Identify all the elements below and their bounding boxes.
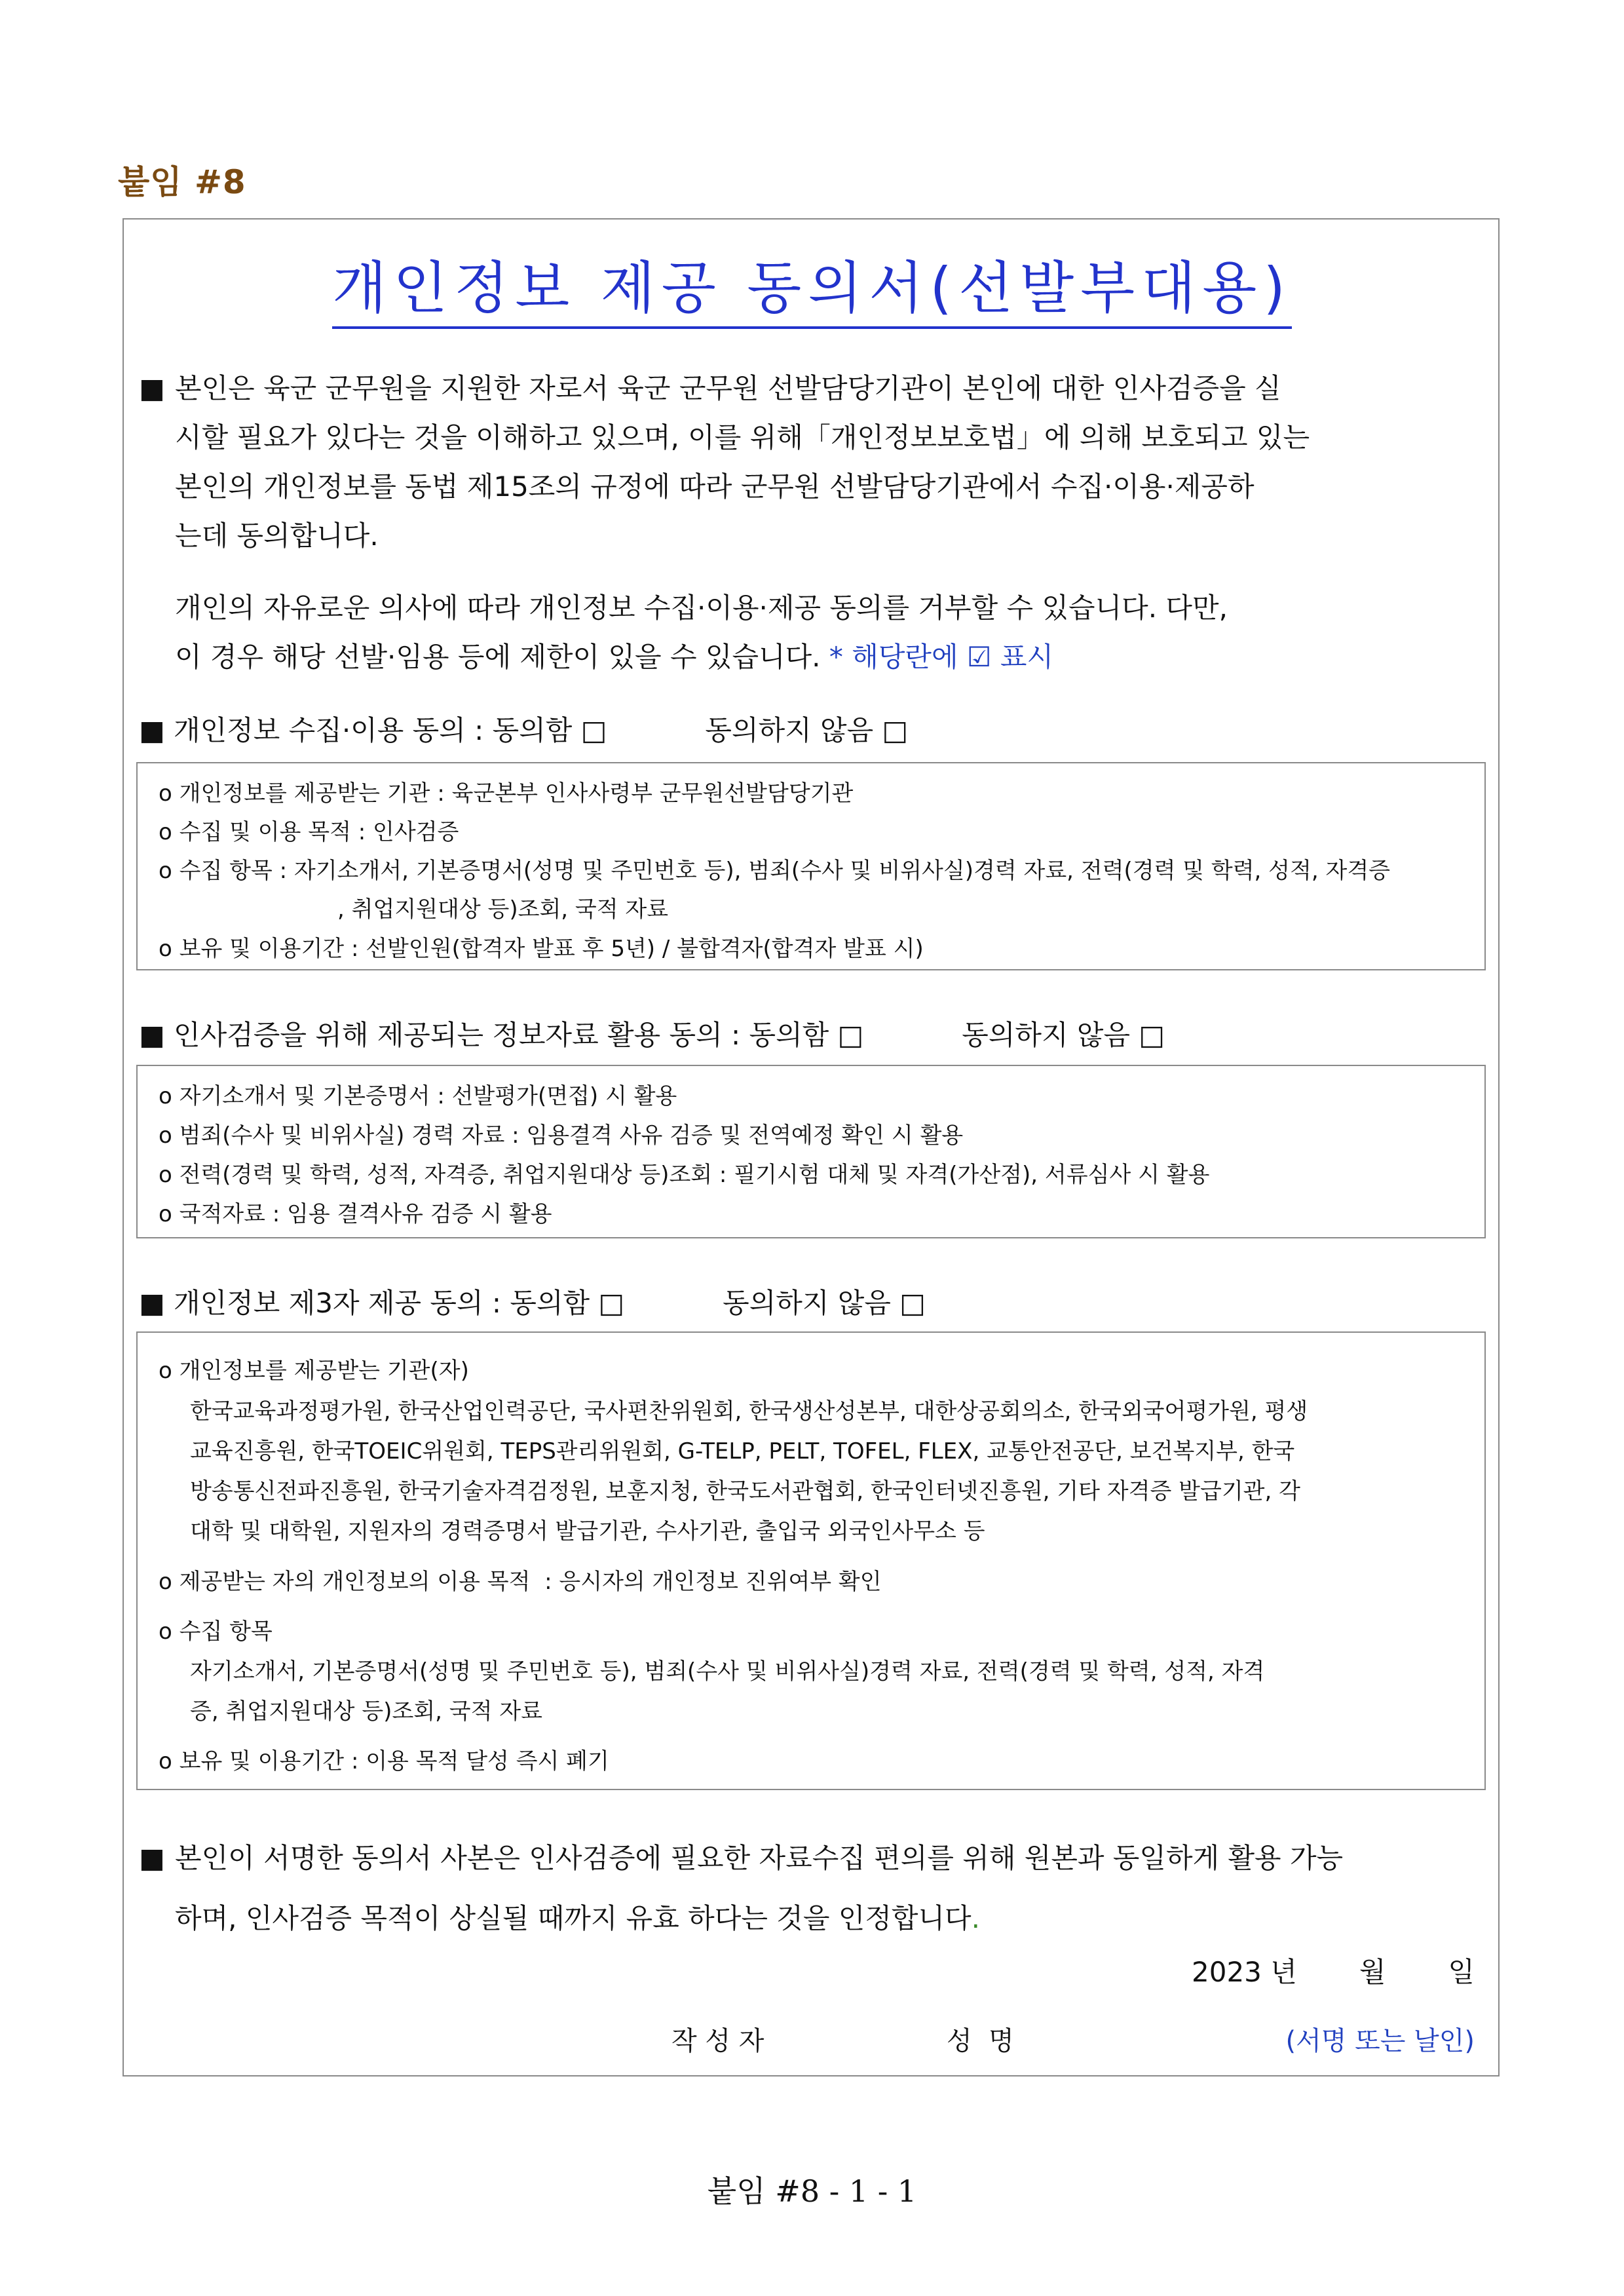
- section3-purpose: o 제공받는 자의 개인정보의 이용 목적 : 응시자의 개인정보 진위여부 확인: [159, 1569, 882, 1595]
- section3-recipients-line-1: 한국교육과정평가원, 한국산업인력공단, 국사편찬위원회, 한국생산성본부, 대한상공회의소, 한국외국어평가원, 평생: [190, 1398, 1308, 1425]
- attachment-label: 붙임 #8: [118, 163, 246, 201]
- section3-recipients-line-3: 방송통신전파진흥원, 한국기술자격검정원, 보훈지청, 한국도서관협회, 한국인터넷진흥원, 기타 자격증 발급기관, 각: [190, 1478, 1300, 1504]
- section3-recipients-line-2: 교육진흥원, 한국TOEIC위원회, TEPS관리위원회, G-TELP, PELT, TOFEL, FLEX, 교통안전공단, 보건복지부, 한국: [190, 1438, 1295, 1464]
- closing-paragraph: [139, 1828, 1488, 1949]
- section1-item-4: o 보유 및 이용기간 : 선발인원(합격자 발표 후 5년) / 불합격자(합격자 발표 시): [159, 936, 924, 962]
- section2-item-3: o 전력(경력 및 학력, 성적, 자격증, 취업지원대상 등)조회 : 필기시험 대체 및 자격(가산점), 서류심사 시 활용: [159, 1162, 1210, 1188]
- section2-disagree: 동의하지 않음 □: [962, 1019, 1165, 1051]
- intro-line-3: 본인의 개인정보를 동법 제15조의 규정에 따라 군무원 선발담당기관에서 수집·이용·제공하: [175, 470, 1255, 503]
- refusal-paragraph: [139, 583, 1488, 681]
- section3-heading: ■ 개인정보 제3자 제공 동의 : 동의함 □ 동의하지 않음 □: [139, 1287, 926, 1319]
- document-title: [0, 242, 1624, 324]
- section3-fields-line-1: 자기소개서, 기본증명서(성명 및 주민번호 등), 범죄(수사 및 비위사실)경력 자료, 전력(경력 및 학력, 성적, 자격: [190, 1658, 1265, 1685]
- date-year: 2023: [1192, 1956, 1262, 1988]
- section3-fields-label: o 수집 항목: [159, 1618, 273, 1645]
- section1-item-3-cont: , 취업지원대상 등)조회, 국적 자료: [337, 896, 669, 923]
- intro-line-2: 시할 필요가 있다는 것을 이해하고 있으며, 이를 위해「개인정보보호법」에 의해 보호되고 있는: [175, 421, 1310, 453]
- name-label: 성 명: [947, 2026, 1014, 2056]
- writer-label: 작 성 자: [671, 2026, 765, 2056]
- intro-line-1: ■ 본인은 육군 군무원을 지원한 자로서 육군 군무원 선발담당기관이 본인에 대한 인사검증을 실: [139, 364, 1488, 413]
- square-bullet-icon: ■: [139, 1842, 165, 1874]
- section2-heading: ■ 인사검증을 위해 제공되는 정보자료 활용 동의 : 동의함 □ 동의하지 않음 □: [139, 1019, 1165, 1051]
- page-footer: 붙임 #8 - 1 - 1: [707, 2173, 917, 2209]
- section3-disagree: 동의하지 않음 □: [723, 1287, 926, 1319]
- section3-recipients-label: o 개인정보를 제공받는 기관(자): [159, 1358, 469, 1384]
- square-bullet-icon: ■: [139, 372, 165, 404]
- closing-line-2: 하며, 인사검증 목적이 상실될 때까지 유효 하다는 것을 인정합니다.: [175, 1902, 980, 1934]
- section3-recipients-line-4: 대학 및 대학원, 지원자의 경력증명서 발급기관, 수사기관, 출입국 외국인사무소 등: [190, 1518, 985, 1544]
- section2-item-1: o 자기소개서 및 기본증명서 : 선발평가(면접) 시 활용: [159, 1083, 677, 1109]
- section3-box: [136, 1331, 1486, 1790]
- section1-box: [136, 762, 1486, 970]
- section1-item-3: o 수집 항목 : 자기소개서, 기본증명서(성명 및 주민번호 등), 범죄(수사 및 비위사실)경력 자료, 전력(경력 및 학력, 성적, 자격증: [159, 858, 1391, 884]
- refusal-line-1: 개인의 자유로운 의사에 따라 개인정보 수집·이용·제공 동의를 거부할 수 있습니다. 다만,: [175, 592, 1228, 624]
- section1-item-2: o 수집 및 이용 목적 : 인사검증: [159, 819, 459, 845]
- section1-disagree: 동의하지 않음 □: [705, 714, 909, 746]
- section2-item-2: o 범죄(수사 및 비위사실) 경력 자료 : 임용결격 사유 검증 및 전역예정 확인 시 활용: [159, 1122, 964, 1149]
- sign-field[interactable]: (서명 또는 날인): [1285, 2026, 1475, 2056]
- document-title-text: 개인정보 제공 동의서(선발부대용): [332, 256, 1292, 329]
- refusal-line-2: 이 경우 해당 선발·임용 등에 제한이 있을 수 있습니다. * 해당란에 ☑ 표시: [175, 641, 1054, 673]
- date-line: 2023 년 월 일: [1192, 1956, 1475, 1988]
- section2-item-4: o 국적자료 : 임용 결격사유 검증 시 활용: [159, 1201, 552, 1227]
- check-note: * 해당란에 ☑ 표시: [829, 641, 1054, 673]
- section2-box: [136, 1065, 1486, 1238]
- section3-retention: o 보유 및 이용기간 : 이용 목적 달성 즉시 폐기: [159, 1748, 609, 1774]
- section3-fields-line-2: 증, 취업지원대상 등)조회, 국적 자료: [190, 1698, 542, 1725]
- intro-line-4: 는데 동의합니다.: [175, 520, 379, 552]
- intro-paragraph: [139, 364, 1488, 560]
- section1-item-1: o 개인정보를 제공받는 기관 : 육군본부 인사사령부 군무원선발담당기관: [159, 780, 854, 807]
- closing-line-1: ■ 본인이 서명한 동의서 사본은 인사검증에 필요한 자료수집 편의를 위해 원본과 동일하게 활용 가능: [139, 1828, 1488, 1888]
- section1-heading: ■ 개인정보 수집·이용 동의 : 동의함 □ 동의하지 않음 □: [139, 714, 909, 746]
